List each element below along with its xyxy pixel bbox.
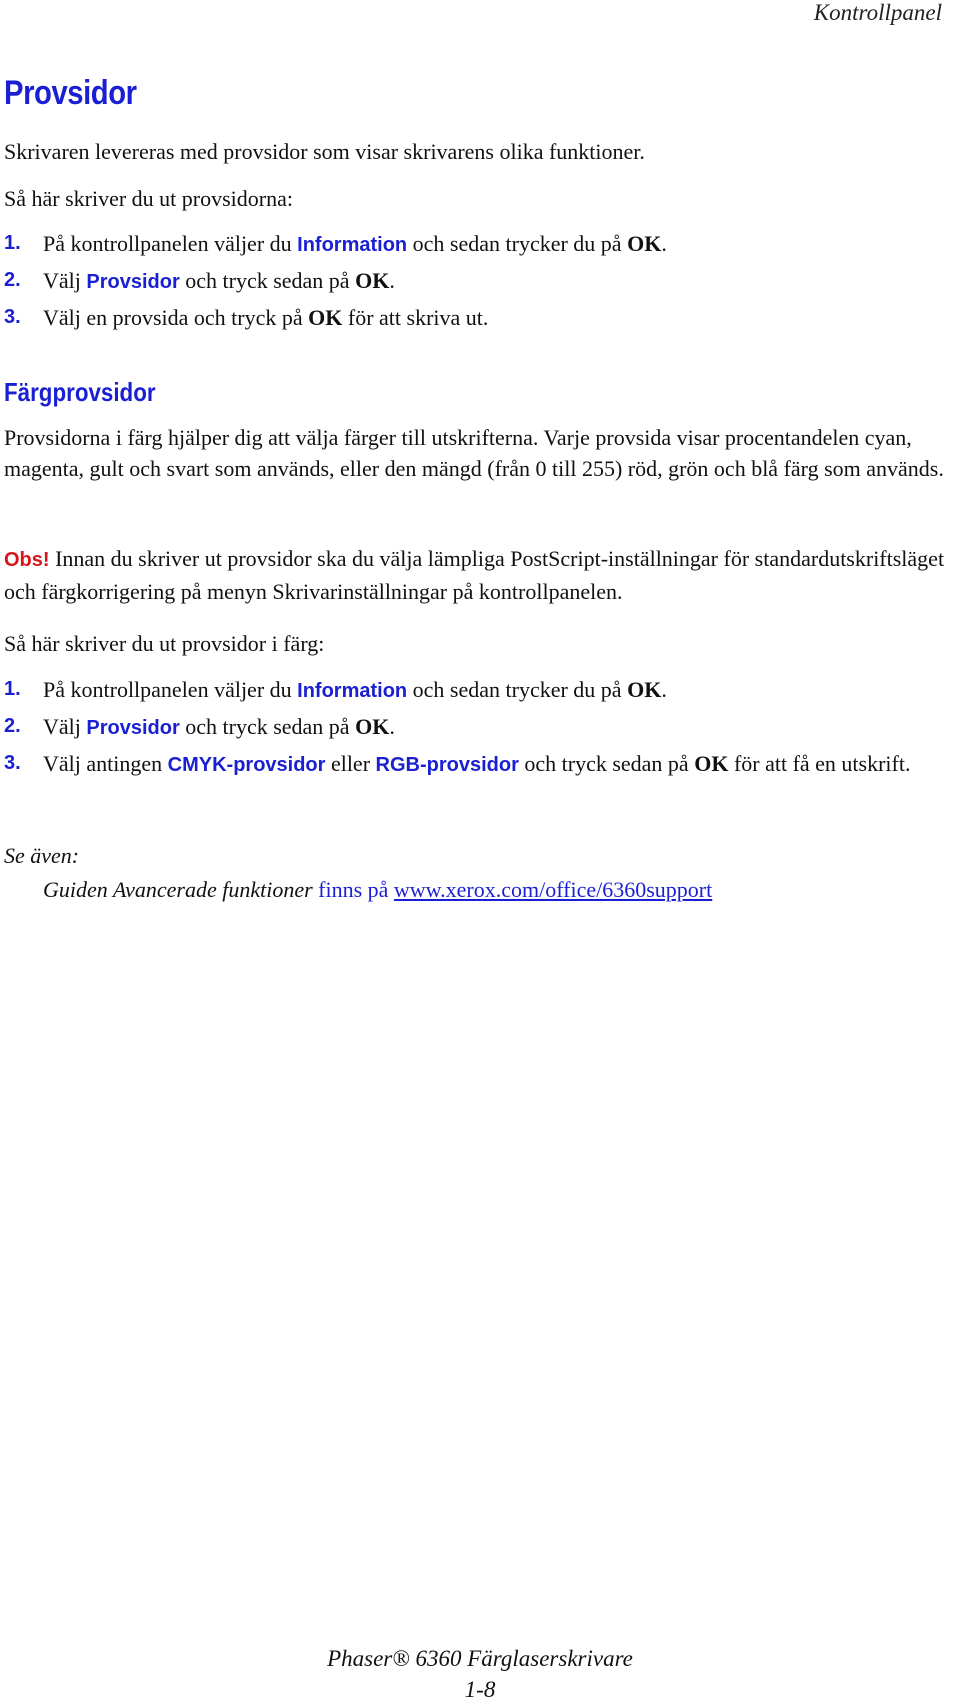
intro-paragraph: Skrivaren levereras med provsidor som visar skrivarens olika funktioner.	[4, 139, 645, 164]
step-text: och sedan trycker du på	[407, 677, 628, 702]
step-text: Välj	[43, 714, 87, 739]
step-text: och tryck sedan på	[179, 268, 356, 293]
see-also-reference	[43, 874, 950, 905]
menu-keyword: RGB-provsidor	[375, 754, 519, 776]
menu-keyword: Information	[297, 234, 408, 256]
how-to-print-color-label: Så här skriver du ut provsidor i färg:	[4, 631, 325, 656]
ok-keyword: OK	[694, 751, 729, 776]
menu-keyword: Provsidor	[86, 271, 180, 293]
step-text: eller	[325, 751, 376, 776]
color-description: Provsidorna i färg hjälper dig att välja färger till utskrifterna. Varje provsida visar procentandelen cyan, magenta, gult och svart som används, eller den mängd (från 0 till 255) röd, grön och blå färg som används.	[4, 425, 944, 481]
ok-keyword: OK	[308, 305, 343, 330]
see-also-text: finns på	[312, 877, 394, 902]
see-also-label: Se även:	[4, 843, 80, 868]
step-text: På kontrollpanelen väljer du	[43, 231, 298, 256]
section-title: Färgprovsidor	[4, 377, 156, 407]
menu-keyword: Information	[297, 680, 408, 702]
color-step-2	[4, 711, 950, 744]
ok-keyword: OK	[355, 268, 390, 293]
step-text: .	[661, 231, 667, 256]
step-text: På kontrollpanelen väljer du	[43, 677, 298, 702]
step-1	[4, 228, 950, 261]
step-text: för att skriva ut.	[342, 305, 489, 330]
step-text: för att få en utskrift.	[728, 751, 911, 776]
step-text: och sedan trycker du på	[407, 231, 628, 256]
step-number: 3.	[4, 752, 21, 774]
note-paragraph	[4, 543, 950, 607]
how-to-print-label: Så här skriver du ut provsidorna:	[4, 186, 293, 211]
step-2	[4, 265, 950, 298]
step-text: Välj antingen	[43, 751, 168, 776]
page-title: Provsidor	[4, 74, 137, 112]
color-step-1	[4, 674, 950, 707]
step-3	[4, 302, 950, 333]
note-label: Obs!	[4, 549, 50, 571]
step-number: 2.	[4, 269, 21, 291]
color-step-3	[4, 748, 950, 781]
step-text: .	[389, 714, 395, 739]
note-text: Innan du skriver ut provsidor ska du välja lämpliga PostScript-inställningar för standardutskriftsläget och färgkorrigering på menyn Skrivarinställningar på kontrollpanelen.	[4, 546, 945, 604]
page-number: 1-8	[464, 1677, 496, 1702]
guide-title: Guiden Avancerade funktioner	[43, 877, 313, 902]
ok-keyword: OK	[627, 677, 662, 702]
step-number: 3.	[4, 306, 21, 328]
footer-product: Phaser® 6360 Färglaserskrivare	[327, 1646, 633, 1671]
menu-keyword: CMYK-provsidor	[167, 754, 326, 776]
step-text: Välj	[43, 268, 87, 293]
support-link[interactable]: www.xerox.com/office/6360support	[393, 877, 713, 902]
ok-keyword: OK	[627, 231, 662, 256]
menu-keyword: Provsidor	[86, 717, 180, 739]
step-text: och tryck sedan på	[179, 714, 356, 739]
ok-keyword: OK	[355, 714, 390, 739]
step-number: 1.	[4, 232, 21, 254]
step-text: Välj en provsida och tryck på	[43, 305, 309, 330]
step-number: 2.	[4, 715, 21, 737]
step-text: .	[661, 677, 667, 702]
step-text: och tryck sedan på	[518, 751, 695, 776]
running-header: Kontrollpanel	[813, 0, 942, 25]
step-text: .	[389, 268, 395, 293]
step-number: 1.	[4, 678, 21, 700]
